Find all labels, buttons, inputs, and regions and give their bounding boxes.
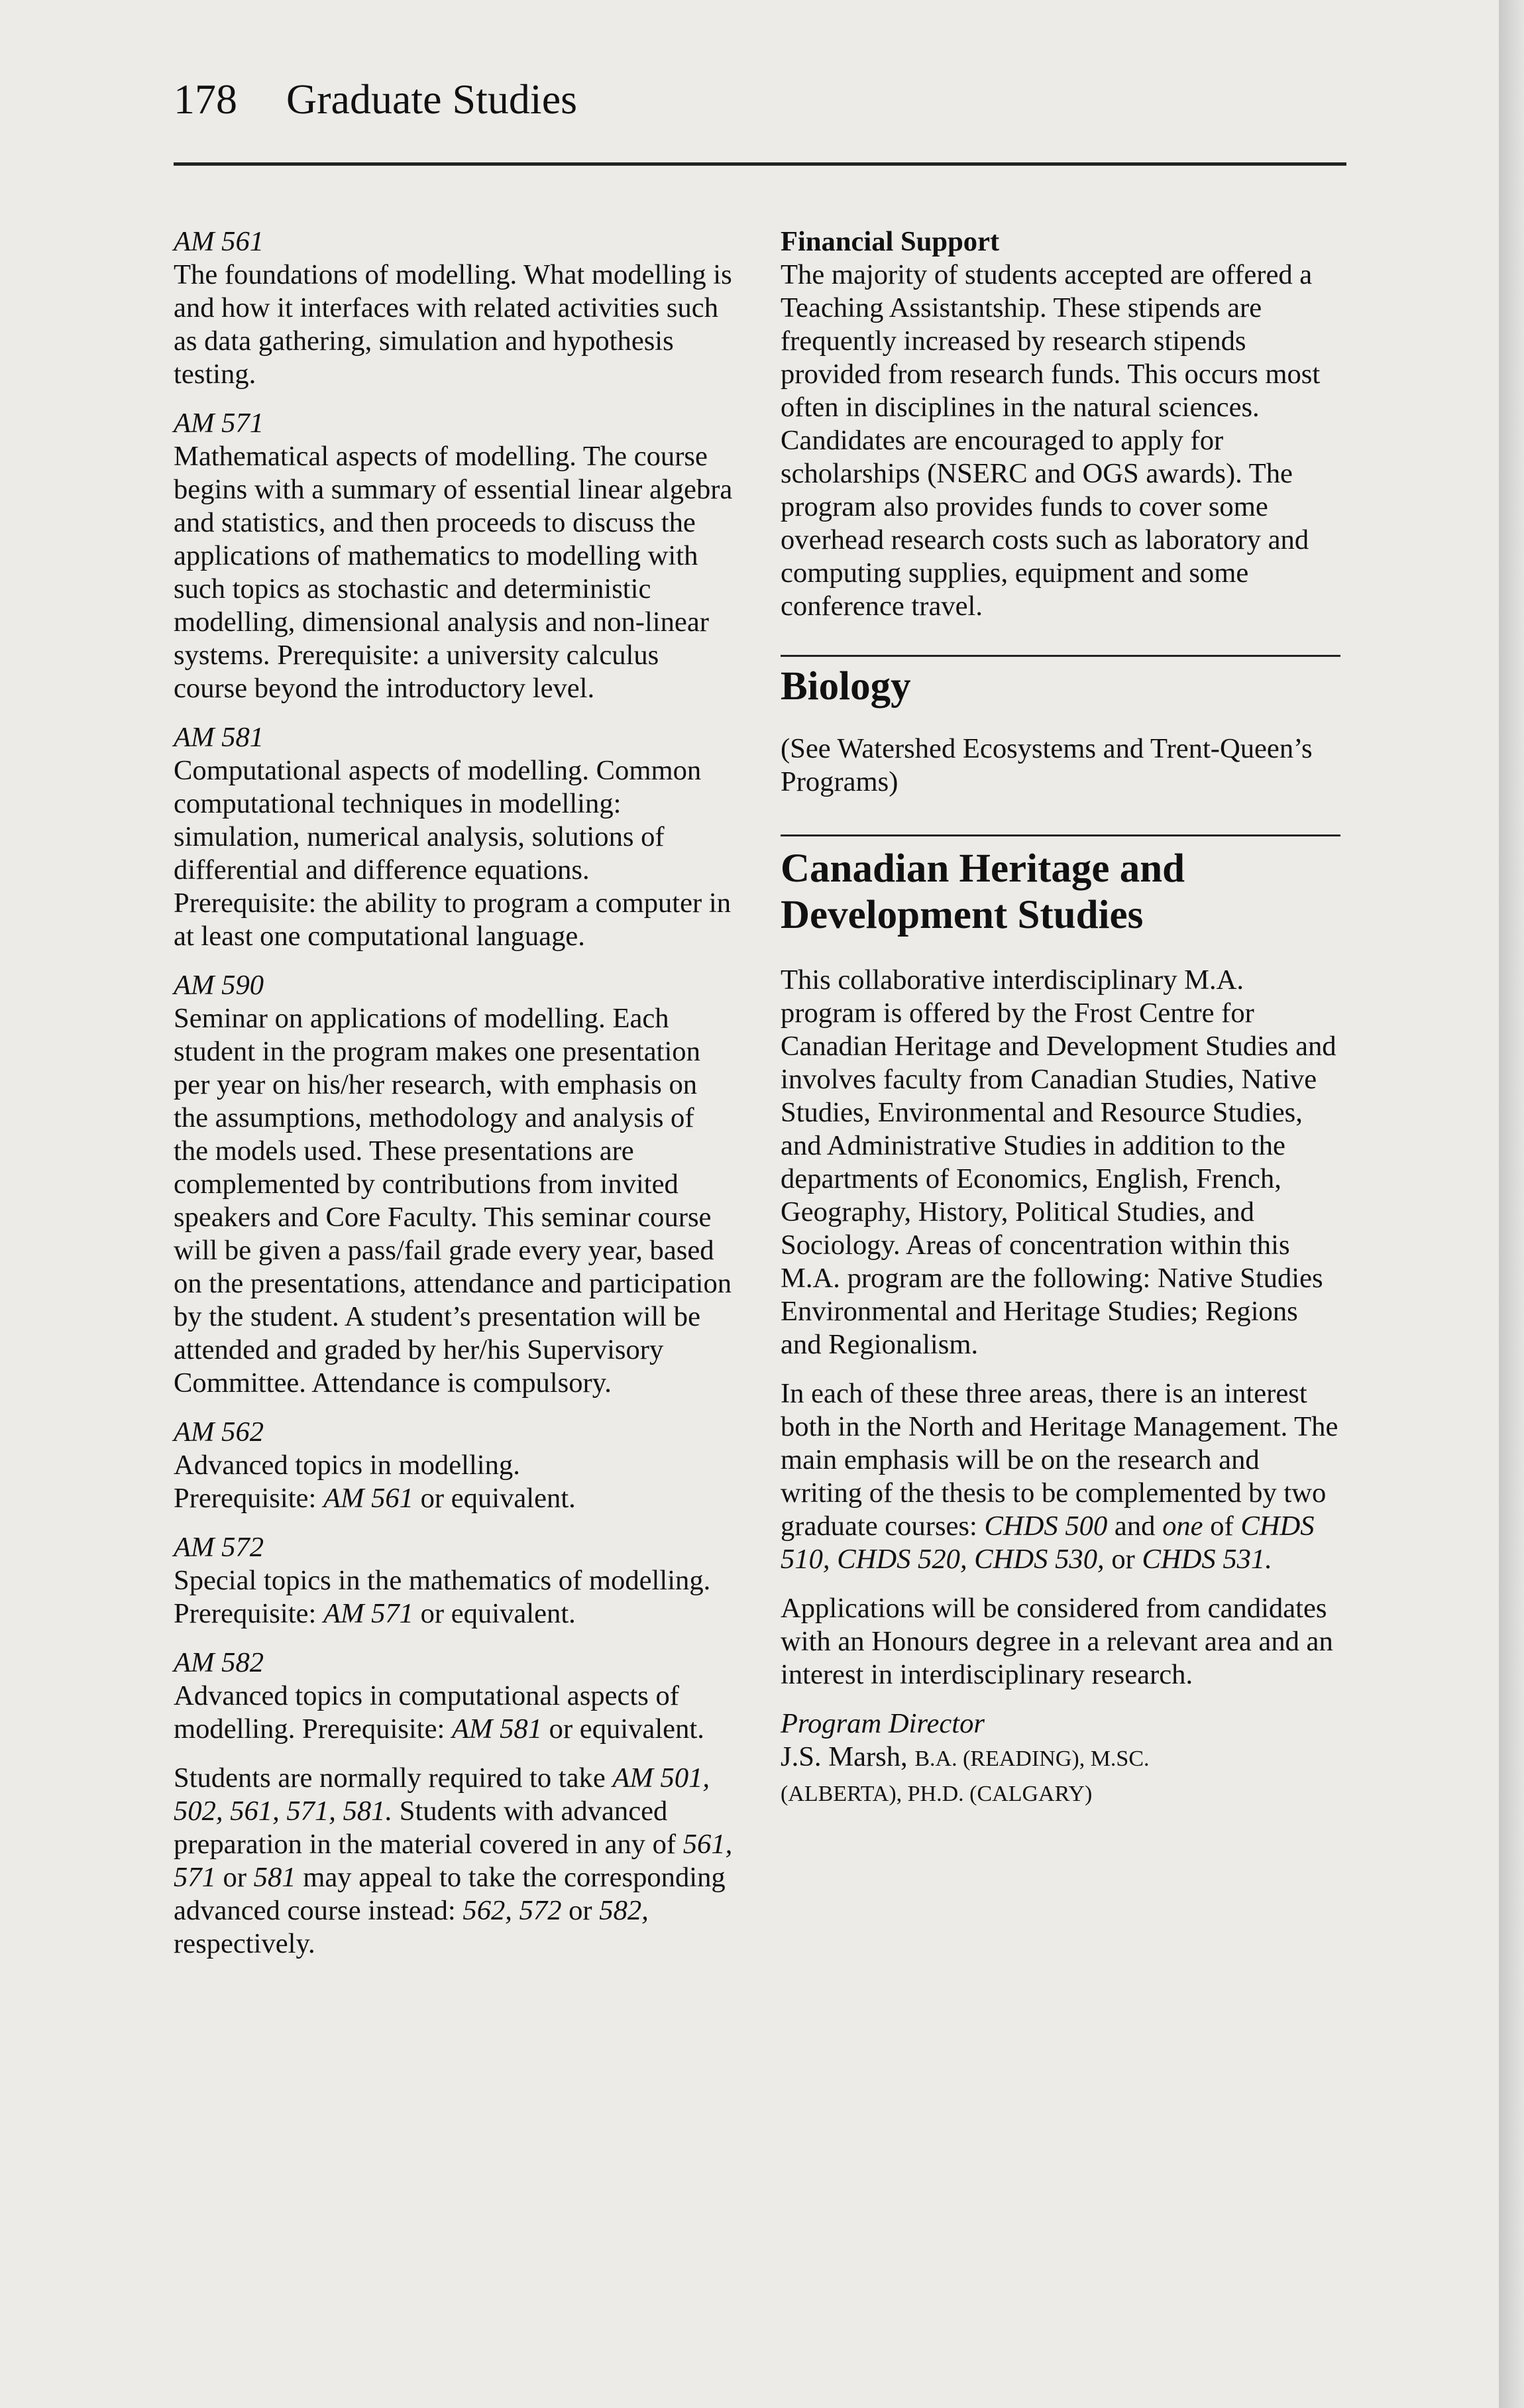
course-text: Advanced topics in computational aspects of modelling. <box>174 1680 679 1745</box>
chds-section <box>781 836 1340 1811</box>
text-run: may appeal to take the corresponding advanced course instead: <box>174 1862 726 1926</box>
text-run: Students are normally required to take <box>174 1762 613 1794</box>
prereq-course: AM 561 <box>323 1483 413 1514</box>
text-run: respectively. <box>174 1928 315 1959</box>
requirements-paragraph <box>174 1762 734 1961</box>
prereq-suffix: or equivalent. <box>542 1713 704 1745</box>
text-run: In each of these three areas, there is an interest both in the North and Heritage Management. The main emphasis will be on the research and writing of the thesis to be complemented by two graduate courses: <box>781 1378 1338 1542</box>
course-description <box>174 1680 734 1746</box>
prereq-course: AM 581 <box>451 1713 543 1745</box>
course-code: AM 582 <box>174 1647 264 1678</box>
prereq-suffix: or equivalent. <box>413 1483 576 1514</box>
course-code: AM 572 <box>174 1532 264 1563</box>
course-code: AM 571 <box>174 408 264 439</box>
page-edge <box>1499 0 1524 2408</box>
course-description: Mathematical aspects of modelling. The course begins with a summary of essential linear algebra and statistics, and then proceeds to discuss the applications of mathematics to modelling with such topics as stochastic and deterministic modelling, dimensional analysis and non-linear systems. Prerequisite: a university calculus course beyond the introductory level. <box>174 441 733 704</box>
course-codes: CHDS 531. <box>1142 1544 1272 1575</box>
course-codes: AM 501, 502, 561, 571, 581. <box>174 1762 710 1827</box>
course-codes: CHDS 510, CHDS 520, CHDS 530, <box>781 1511 1315 1575</box>
text-run: and <box>1107 1511 1163 1542</box>
text-run: or <box>215 1862 254 1893</box>
text-run: or <box>1104 1544 1142 1575</box>
right-column <box>781 225 1340 1811</box>
course-codes: 561, 571 <box>174 1829 733 1893</box>
course-code: AM 590 <box>174 970 264 1001</box>
text-run: of <box>1203 1511 1241 1542</box>
prereq-label: Prerequisite: <box>174 1483 323 1514</box>
director-degrees: B.A. (READING), M.SC. <box>914 1747 1150 1771</box>
course-entry <box>174 1646 734 1746</box>
course-codes: 562, 572 <box>463 1895 562 1926</box>
course-code: AM 562 <box>174 1416 264 1448</box>
course-description <box>174 1449 734 1515</box>
course-entry <box>174 1416 734 1515</box>
course-code: AM 581 <box>174 722 264 753</box>
prereq-suffix: or equivalent. <box>413 1598 576 1629</box>
course-description: Seminar on applications of modelling. Each student in the program makes one presentation per year on his/her research, with emphasis on the assumptions, methodology and analysis of the models used. These presentations are complemented by contributions from invited speakers and Core Faculty. This seminar course will be given a pass/fail grade every year, based on the presentations, attendance and participation by the student. A student’s presentation will be attended and graded by her/his Supervisory Committee. Attendance is compulsory. <box>174 1003 732 1399</box>
biology-section <box>781 657 1340 799</box>
course-entry <box>174 407 734 705</box>
course-description <box>174 1564 734 1631</box>
course-code: AM 561 <box>174 226 264 257</box>
course-description: Computational aspects of modelling. Common computational techniques in modelling: simulation, numerical analysis, solutions of differential and difference equations. Prerequisite: the ability to program a computer in at least one computational language. <box>174 755 731 952</box>
director-label: Program Director <box>781 1708 985 1739</box>
course-text: Advanced topics in modelling. <box>174 1450 520 1481</box>
section-title: Biology <box>781 664 911 709</box>
header-rule <box>174 162 1346 166</box>
title-line: Canadian Heritage and <box>781 846 1185 891</box>
course-codes: 581 <box>253 1862 296 1893</box>
page-number: 178 <box>174 76 237 123</box>
director-degrees: (ALBERTA), PH.D. (CALGARY) <box>781 1782 1093 1806</box>
prereq-label: Prerequisite: <box>174 1598 323 1629</box>
title-line: Development Studies <box>781 893 1144 937</box>
header-title: Graduate Studies <box>286 76 577 123</box>
course-entry <box>174 1531 734 1631</box>
financial-support-section <box>781 225 1340 623</box>
prereq-label: Prerequisite: <box>302 1713 452 1745</box>
section-heading: Financial Support <box>781 226 1000 257</box>
section-title <box>781 846 1340 939</box>
text-run: Students with advanced preparation in the material covered in any of <box>174 1796 683 1860</box>
text-run: or <box>561 1895 600 1926</box>
course-entry <box>174 225 734 391</box>
prereq-course: AM 571 <box>323 1598 413 1629</box>
left-column <box>174 225 734 1961</box>
section-text: (See Watershed Ecosystems and Trent-Queen’s Programs) <box>781 733 1313 797</box>
course-codes: CHDS 500 <box>984 1511 1108 1542</box>
course-codes: 582, <box>599 1895 649 1926</box>
course-description: The foundations of modelling. What modelling is and how it interfaces with related activities such as data gathering, simulation and hypothesis testing. <box>174 259 732 390</box>
chds-applications: Applications will be considered from candidates with an Honours degree in a relevant area and an interest in interdisciplinary research. <box>781 1593 1333 1690</box>
director-name: J.S. Marsh, <box>781 1741 915 1772</box>
director-info <box>781 1741 1340 1811</box>
course-text: Special topics in the mathematics of modelling. <box>174 1565 711 1596</box>
chds-intro: This collaborative interdisciplinary M.A. program is offered by the Frost Centre for Canadian Heritage and Development Studies and involves faculty from Canadian Studies, Native Studies, Environmental and Resource Studies, and Administrative Studies in addition to the departments of Economics, English, French, Geography, History, Political Studies, and Sociology. Areas of concentration within this M.A. program are the following: Native Studies Environmental and Heritage Studies; Regions and Regionalism. <box>781 964 1336 1360</box>
section-text: The majority of students accepted are offered a Teaching Assistantship. These stipends are frequently increased by research stipends provided from research funds. This occurs most often in disciplines in the natural sciences. Candidates are encouraged to apply for scholarships (NSERC and OGS awards). The program also provides funds to cover some overhead research costs such as laboratory and computing supplies, equipment and some conference travel. <box>781 259 1321 622</box>
course-entry <box>174 721 734 953</box>
emphasis: one <box>1162 1511 1203 1542</box>
course-entry <box>174 969 734 1400</box>
chds-areas <box>781 1377 1340 1576</box>
running-header <box>174 70 1346 129</box>
